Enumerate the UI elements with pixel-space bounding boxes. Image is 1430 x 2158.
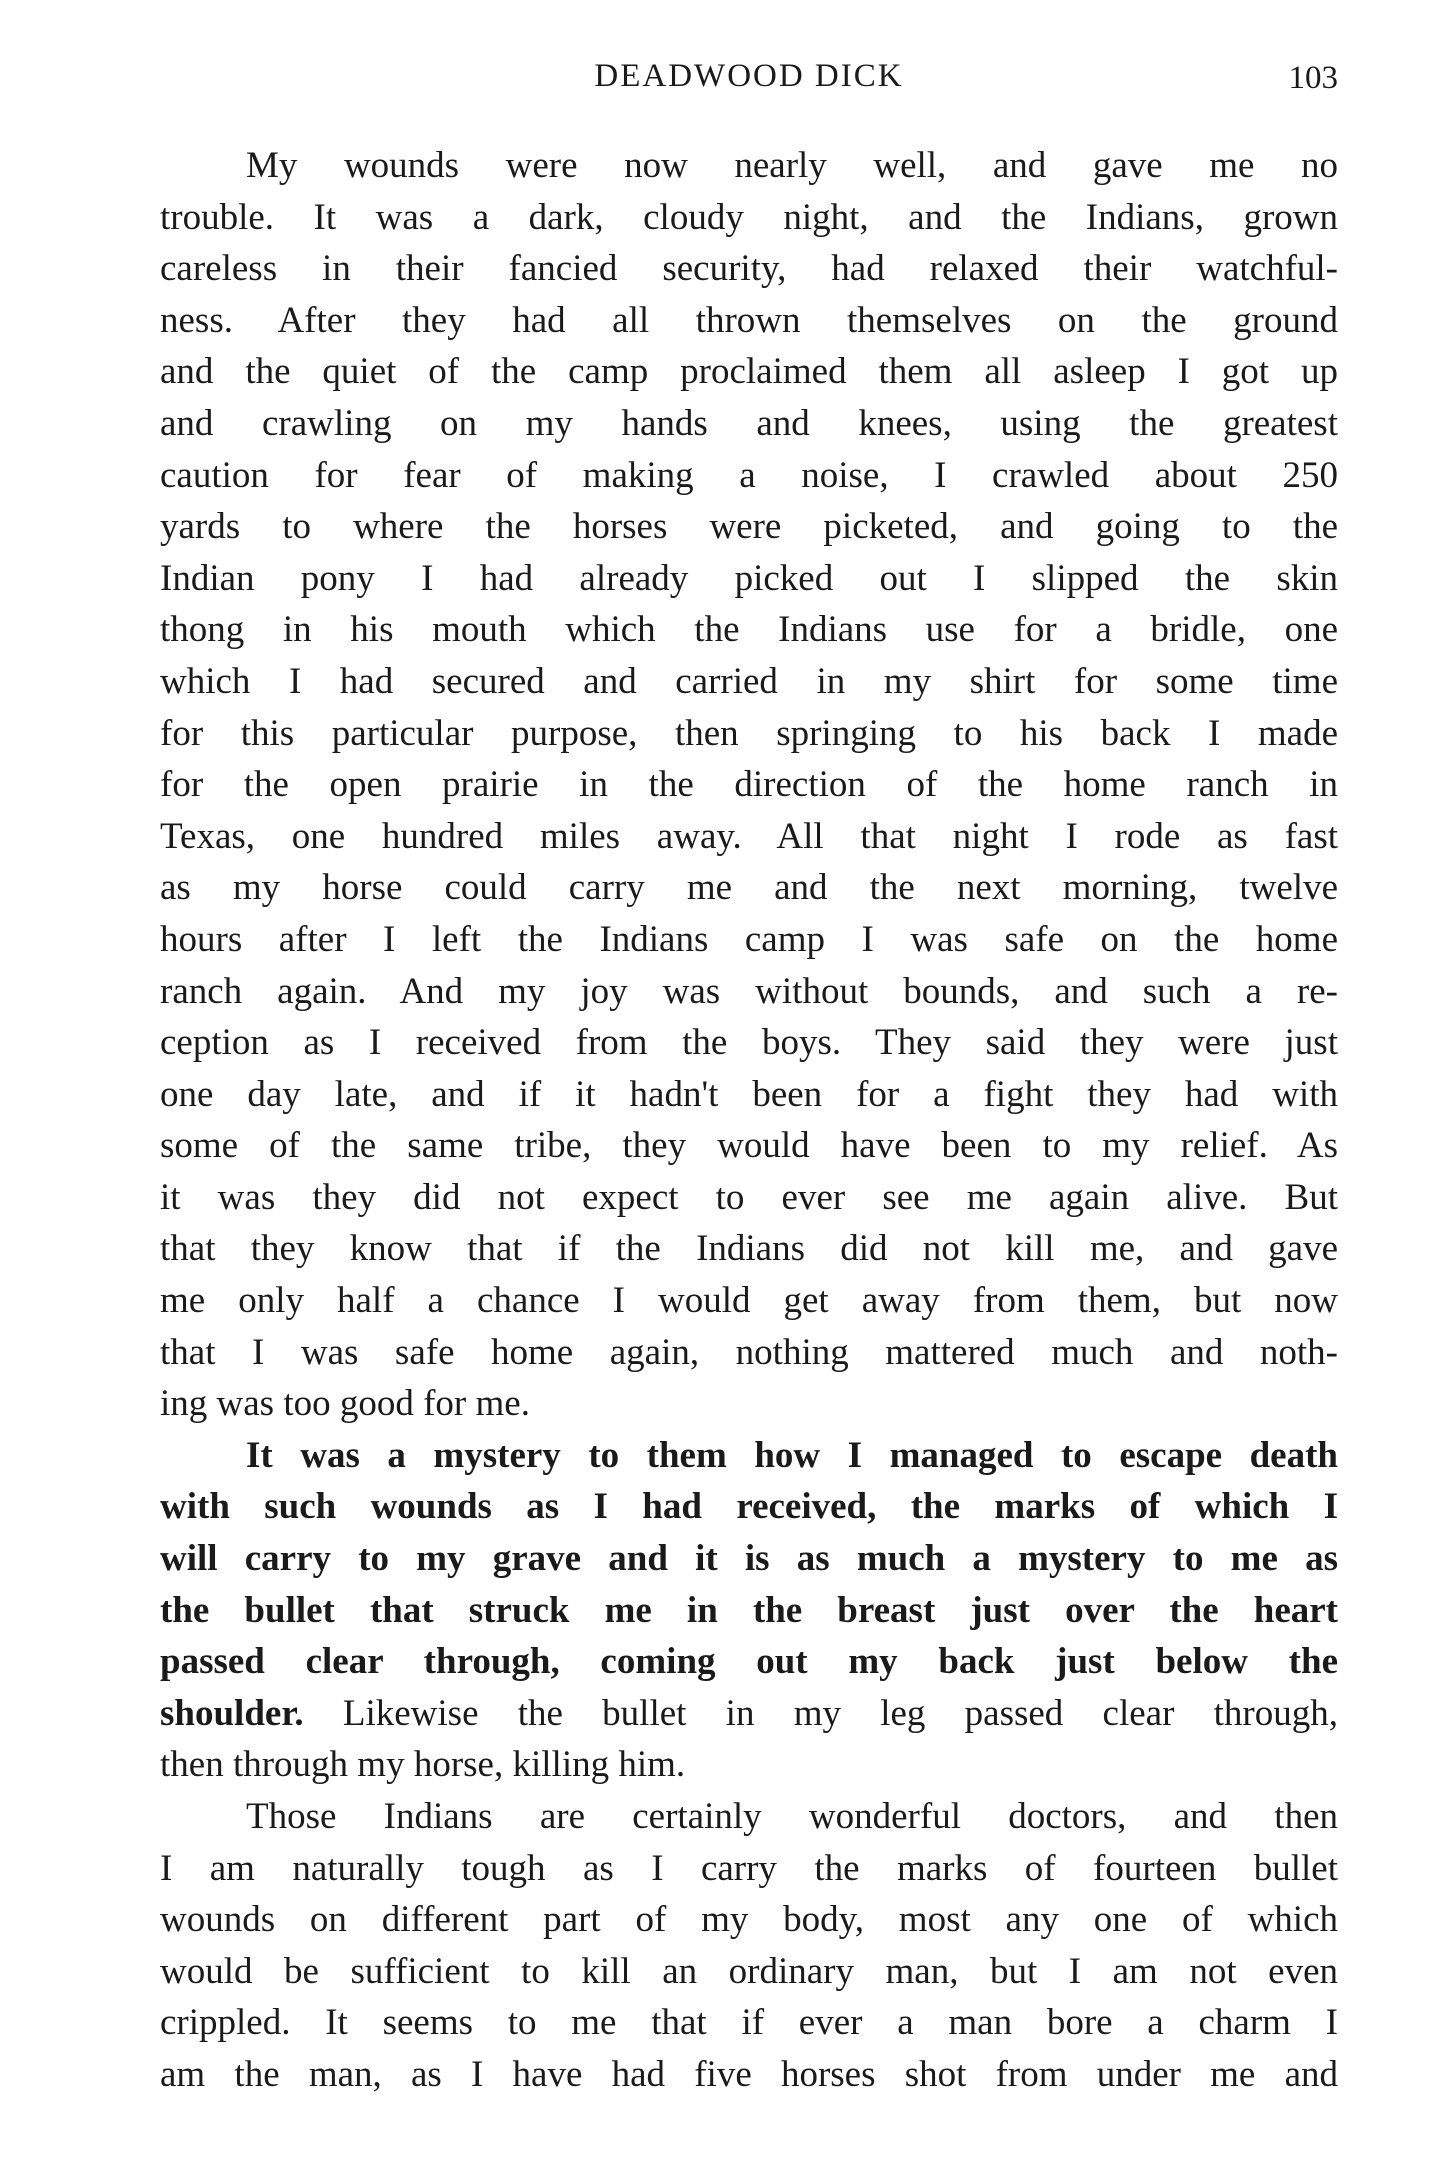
text-line: which I had secured and carried in my shirt for some time [160,660,1338,702]
text-line: then through my horse, killing him. [160,1744,686,1786]
text-line: will carry to my grave and it is as much a mystery to me as [160,1538,1338,1580]
text-line: ception as I received from the boys. They said they were just [160,1022,1338,1064]
text-line: would be sufficient to kill an ordinary man, but I am not even [160,1950,1338,1992]
text-line: am the man, as I have had five horses shot from under me and [160,2053,1338,2095]
text-line: Texas, one hundred miles away. All that night I rode as fast [160,815,1338,857]
text-line: that I was safe home again, nothing mattered much and noth- [160,1331,1338,1373]
text-line: Those Indians are certainly wonderful doctors, and then [246,1796,1338,1837]
text-line: me only half a chance I would get away from them, but now [160,1280,1338,1322]
text-line: for this particular purpose, then springing to his back I made [160,712,1338,754]
text-line: as my horse could carry me and the next morning, twelve [160,867,1338,909]
text-line: and crawling on my hands and knees, using the greatest [160,402,1338,444]
text-line: trouble. It was a dark, cloudy night, and the Indians, grown [160,196,1338,238]
text-line: crippled. It seems to me that if ever a man bore a charm I [160,2002,1338,2044]
text-line: that they know that if the Indians did not kill me, and gave [160,1228,1338,1270]
text-line: careless in their fancied security, had relaxed their watchful- [160,248,1338,290]
regular-fragment: Likewise the bullet in my leg passed clear through, [303,1692,1338,1734]
text-line-mixed [160,1688,1338,1740]
bold-fragment: shoulder. [160,1692,304,1734]
text-line: ranch again. And my joy was without bounds, and such a re- [160,970,1338,1012]
text-line: ing was too good for me. [160,1383,530,1425]
text-line: one day late, and if it hadn't been for a fight they had with [160,1073,1338,1115]
text-line: Indian pony I had already picked out I slipped the skin [160,557,1338,599]
text-line: and the quiet of the camp proclaimed them all asleep I got up [160,351,1338,393]
running-title: DEADWOOD DICK [594,58,904,94]
running-head [160,58,1338,108]
text-line: it was they did not expect to ever see me again alive. But [160,1176,1338,1218]
text-line: passed clear through, coming out my back just below the [160,1641,1338,1683]
text-line: with such wounds as I had received, the marks of which I [160,1486,1338,1528]
body-text [160,140,1338,2101]
text-line: caution for fear of making a noise, I crawled about 250 [160,454,1338,496]
text-line: yards to where the horses were picketed, and going to the [160,506,1338,548]
page-number: 103 [1288,60,1338,96]
text-line: some of the same tribe, they would have been to my relief. As [160,1125,1338,1167]
text-line: My wounds were now nearly well, and gave me no [246,145,1338,186]
text-line: wounds on different part of my body, most any one of which [160,1899,1338,1941]
text-line: for the open prairie in the direction of the home ranch in [160,764,1338,806]
text-line: hours after I left the Indians camp I was safe on the home [160,918,1338,960]
text-line: It was a mystery to them how I managed to escape death [246,1434,1338,1476]
text-line: I am naturally tough as I carry the marks of fourteen bullet [160,1847,1338,1889]
text-line: the bullet that struck me in the breast just over the heart [160,1589,1338,1631]
text-line: thong in his mouth which the Indians use for a bridle, one [160,609,1338,651]
text-line: ness. After they had all thrown themselves on the ground [160,299,1338,341]
